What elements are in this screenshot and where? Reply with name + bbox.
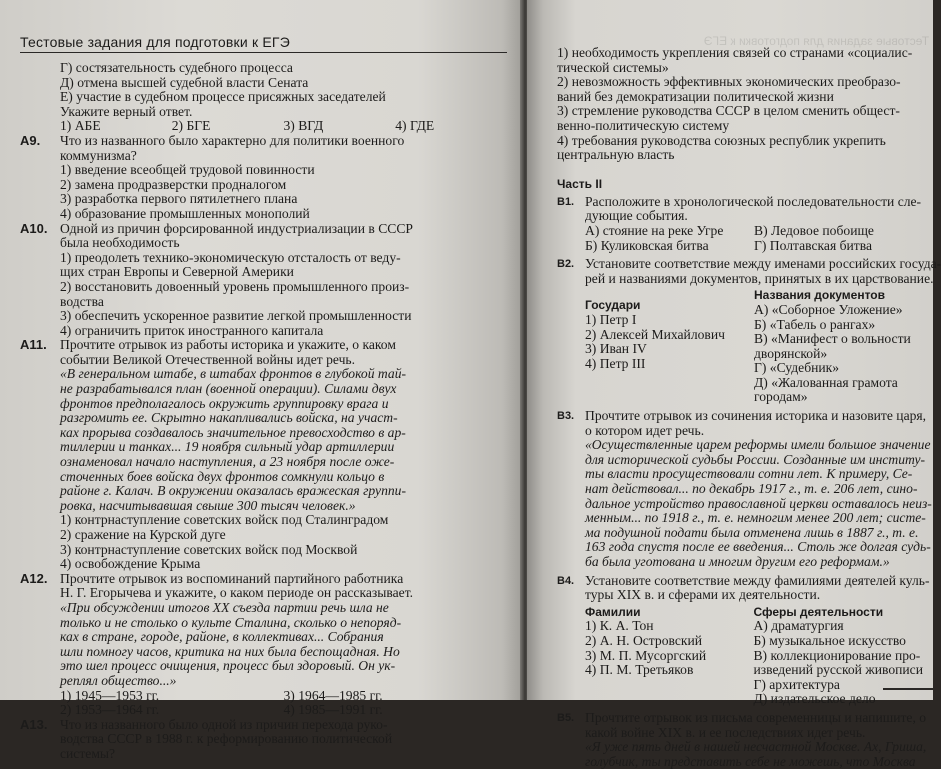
- answer-option: 2) 1953—1964 гг.: [60, 702, 160, 718]
- question-text: Установите соответствие между именами российских госуда-: [585, 256, 941, 272]
- question-text: Одной из причин форсированной индустриализации в СССР: [60, 220, 413, 236]
- text-line: Г) состязательность судебного процесса: [60, 60, 293, 75]
- list-item: 4) П. М. Третьяков: [585, 662, 694, 678]
- answer-option: 3) ВГД: [283, 118, 324, 134]
- question-text: водства СССР в 1988 г. к реформированию политической: [60, 731, 393, 747]
- answer-options: [60, 119, 507, 134]
- list-item: 3) М. П. Мусоргский: [585, 647, 707, 663]
- answer-options: [60, 703, 507, 718]
- question-b2: [557, 256, 941, 405]
- running-header: Тестовые задания для подготовки к ЕГЭ: [20, 34, 507, 53]
- answer-option: 4) освобождение Крыма: [60, 556, 201, 572]
- question-number: А11.: [20, 337, 47, 353]
- list-item: Г) архитектура: [753, 676, 840, 692]
- text-line: Укажите верный ответ.: [60, 103, 193, 119]
- list-item: 4) Петр III: [585, 355, 646, 371]
- answer-option: 3) разработка первого пятилетнего плана: [60, 191, 298, 207]
- answer-option: 1) необходимость укрепления связей со странами «социалис-: [557, 45, 913, 60]
- answer-option: венно-политическую систему: [557, 117, 730, 133]
- quote-line: для исторической судьбы России. Созданные им институ-: [585, 451, 926, 467]
- answer-option: 3) контрнаступление советских войск под Москвой: [60, 541, 358, 557]
- quote-line: менным... по 1918 г., т. е. немногим менее 200 лет; систе-: [585, 510, 926, 526]
- answer-option: 4) ГДЕ: [395, 118, 435, 134]
- answer-option: 4) требования руководства союзных республик укрепить: [557, 132, 886, 148]
- answer-option: центральную власть: [557, 147, 675, 163]
- quote-line: «В генеральном штабе, в штабах фронтов в глубокой тай-: [60, 366, 407, 382]
- quote-line: только и не столько о культе Сталина, сколько о непоряд-: [60, 614, 402, 630]
- answer-option: 2) сражение на Курской дуге: [60, 527, 226, 542]
- quote-line: «Я уже пять дней в нашей несчастной Москве. Ах, Гриша,: [585, 739, 927, 755]
- answer-option: 1) АБЕ: [60, 118, 101, 134]
- question-text: системы?: [60, 745, 116, 761]
- list-item: Д) издательское дело: [753, 691, 876, 707]
- question-a10: [20, 222, 507, 339]
- list-item: дворянской»: [754, 345, 828, 361]
- quote-line: «Осуществленные царем реформы имели большое значение: [585, 437, 931, 453]
- quote-line: ма подушной подати была отменена лишь в 1887 г., т. е.: [585, 524, 919, 540]
- quote-line: шли помногу часов, критика на них была беспощадная. Но: [60, 643, 400, 659]
- quote-line: ках прорыва создавалось значительное превосходство в ар-: [60, 424, 406, 440]
- question-b3: [557, 408, 932, 570]
- question-number: А12.: [20, 570, 48, 586]
- question-number: А10.: [20, 220, 48, 236]
- answer-option: тической системы»: [557, 59, 669, 75]
- question-number: В5.: [557, 711, 575, 724]
- answer-option: А) стояние на реке Угре: [585, 222, 724, 238]
- question-number: А9.: [20, 132, 41, 148]
- answer-option: 4) 1985—1991 гг.: [283, 702, 383, 718]
- question-text: дующие события.: [585, 208, 688, 224]
- question-text: туры XIX в. и сферами их деятельности.: [585, 587, 821, 603]
- question-text: была необходимость: [60, 235, 180, 251]
- question-text: какой войне XIX в. и ее последствиях идет речь.: [585, 724, 866, 740]
- question-text: Прочтите отрывок из письма современницы и напишите, о: [585, 709, 927, 725]
- quote-line: разгромить ее. Скрытно накапливались войска, на участ-: [60, 410, 398, 426]
- question-text: Что из названного было характерно для политики военного: [60, 132, 405, 148]
- answer-options: [585, 239, 923, 254]
- bleed-through-header: Тестовые задания для подготовки к ЕГЭ: [703, 34, 929, 48]
- answer-option: 2) замена продразверстки продналогом: [60, 176, 287, 192]
- quote-line: фронтов предполагалось окружить группировку врага и: [60, 395, 389, 411]
- answer-option: Б) Куликовская битва: [585, 237, 709, 253]
- quote-line: не разрабатывался план (военной операции). Силами двух: [60, 381, 397, 397]
- list-item: изведений русской живописи: [753, 662, 923, 678]
- answer-option: 2) БГЕ: [171, 118, 211, 134]
- question-text: Что из названного было одной из причин перехода руко-: [60, 716, 388, 732]
- question-text: Прочтите отрывок из работы историка и укажите, о каком: [60, 337, 396, 353]
- answer-option: В) Ледовое побоище: [754, 222, 874, 238]
- question-text: Прочтите отрывок из воспоминаний партийного работника: [60, 570, 404, 586]
- quote-line: ба была уготована и многим другим его реформам.»: [585, 554, 890, 569]
- answer-option: 1) контрнаступление советских войск под Сталинградом: [60, 512, 389, 528]
- answer-option: 3) обеспечить ускоренное развитие легкой промышленности: [60, 308, 412, 324]
- quote-line: нат действовал... по декабрь 1917 г., т. е. 206 лет, сино-: [585, 481, 918, 497]
- question-text: рей и названиями документов, принятых в их царствование.: [585, 270, 934, 286]
- question-text: Установите соответствие между фамилиями деятелей куль-: [585, 572, 930, 588]
- answer-option: 4) образование промышленных монополий: [60, 205, 310, 221]
- question-a13: [20, 718, 507, 762]
- question-text: событии Великой Отечественной войны идет речь.: [60, 351, 356, 367]
- list-item: Б) музыкальное искусство: [753, 632, 906, 648]
- column-header: Сферы деятельности: [753, 604, 884, 619]
- matching-table: [585, 605, 923, 707]
- answer-option: 2) восстановить довоенный уровень промышленного произ-: [60, 278, 410, 294]
- list-item: В) «Манифест о вольности: [754, 331, 911, 347]
- quote-line: дальное устройство православной церкви оставалось неиз-: [585, 495, 932, 511]
- question-a9: [20, 134, 507, 222]
- question-text: о котором идет речь.: [585, 422, 705, 438]
- quote-line: тиллерии и танках... 19 ноября сильный удар артиллерии: [60, 439, 395, 455]
- list-item: А) драматургия: [753, 618, 844, 634]
- list-item: Д) «Жалованная грамота: [754, 374, 898, 390]
- answer-option: 1) преодолеть технико-экономическую отсталость от веду-: [60, 249, 401, 265]
- text-line: Е) участие в судебном процессе присяжных заседателей: [60, 89, 386, 105]
- column-header: Фамилии: [585, 604, 641, 619]
- question-number: В4.: [557, 574, 575, 587]
- quote-line: ках в стране, городе, районе, в коллективах... Собрания: [60, 629, 384, 645]
- answer-options: [585, 224, 923, 239]
- text-line: Д) отмена высшей судебной власти Сената: [60, 74, 309, 90]
- list-item: Б) «Табель о рангах»: [754, 316, 876, 332]
- question-a11: [20, 338, 507, 572]
- list-item: А) «Соборное Уложение»: [754, 301, 903, 317]
- answer-option: 1) 1945—1953 гг.: [60, 687, 160, 703]
- quote-line: сточенных боев войска двух фронтов сомкнули кольцо в: [60, 468, 385, 484]
- list-item: Г) «Судебник»: [754, 360, 840, 376]
- list-item: 3) Иван IV: [585, 341, 647, 357]
- question-b5: [557, 709, 927, 769]
- question-number: В1.: [557, 195, 575, 208]
- quote-line: реплял общество...»: [60, 672, 177, 688]
- answer-option: 3) 1964—1985 гг.: [283, 687, 383, 703]
- question-a12: [20, 572, 507, 718]
- list-item: 1) К. А. Тон: [585, 618, 654, 634]
- answer-options: [60, 689, 507, 704]
- footer-rule: [883, 688, 933, 690]
- answer-option: щих стран Европы и Северной Америки: [60, 264, 294, 280]
- quote-line: ровка, насчитывавшая свыше 300 тысяч человек.»: [60, 497, 356, 513]
- column-header: Государи: [585, 298, 641, 313]
- list-item: В) коллекционирование про-: [753, 647, 921, 663]
- column-header: Названия документов: [754, 288, 885, 303]
- question-text: Н. Г. Егорычева и укажите, о каком периоде он рассказывает.: [60, 585, 414, 601]
- quote-line: голубчик, ты представить себе не можешь, что Москва: [585, 753, 916, 769]
- question-b4: [557, 572, 930, 707]
- answer-option: Г) Полтавская битва: [754, 237, 873, 253]
- quote-line: районе г. Калач. В окружении оказалась вражеская группи-: [60, 483, 406, 499]
- question-b1: [557, 195, 923, 253]
- question-a13-options: [557, 46, 923, 163]
- right-page: [527, 0, 941, 769]
- quote-line: ты власти просуществовали сотни лет. К примеру, Се-: [585, 466, 913, 482]
- question-text: Прочтите отрывок из сочинения историка и назовите царя,: [585, 408, 927, 424]
- question-text: Расположите в хронологической последовательности сле-: [585, 193, 922, 209]
- answer-option: 4) ограничить приток иностранного капитала: [60, 322, 324, 338]
- answer-option: 2) невозможность эффективных экономических преобразо-: [557, 74, 901, 90]
- question-text: коммунизма?: [60, 147, 137, 163]
- list-item: 1) Петр I: [585, 311, 637, 327]
- answer-option: 1) введение всеобщей трудовой повинности: [60, 162, 315, 178]
- list-item: городам»: [754, 389, 808, 405]
- question-number: В2.: [557, 258, 575, 271]
- question-number: А13.: [20, 716, 48, 732]
- quote-line: это шел процесс очищения, процесс был здоровый. Он ук-: [60, 658, 396, 674]
- quote-line: «При обсуждении итогов XX съезда партии речь шла не: [60, 599, 389, 615]
- matching-table: [585, 288, 923, 405]
- quote-line: ознаменовал начало наступления, а 23 ноября после оже-: [60, 454, 395, 470]
- answer-option: водства: [60, 293, 104, 309]
- section-heading: Часть II: [557, 176, 603, 191]
- list-item: 2) Алексей Михайлович: [585, 326, 725, 342]
- answer-option: 3) стремление руководства СССР в целом сменить общест-: [557, 103, 900, 119]
- previous-question-tail: [20, 61, 507, 134]
- quote-line: 163 года спустя после ее введения... Столь же долгая судь-: [585, 539, 931, 555]
- question-number: В3.: [557, 410, 575, 423]
- list-item: 2) А. Н. Островский: [585, 632, 703, 648]
- answer-option: ваний без демократизации политической жизни: [557, 88, 834, 104]
